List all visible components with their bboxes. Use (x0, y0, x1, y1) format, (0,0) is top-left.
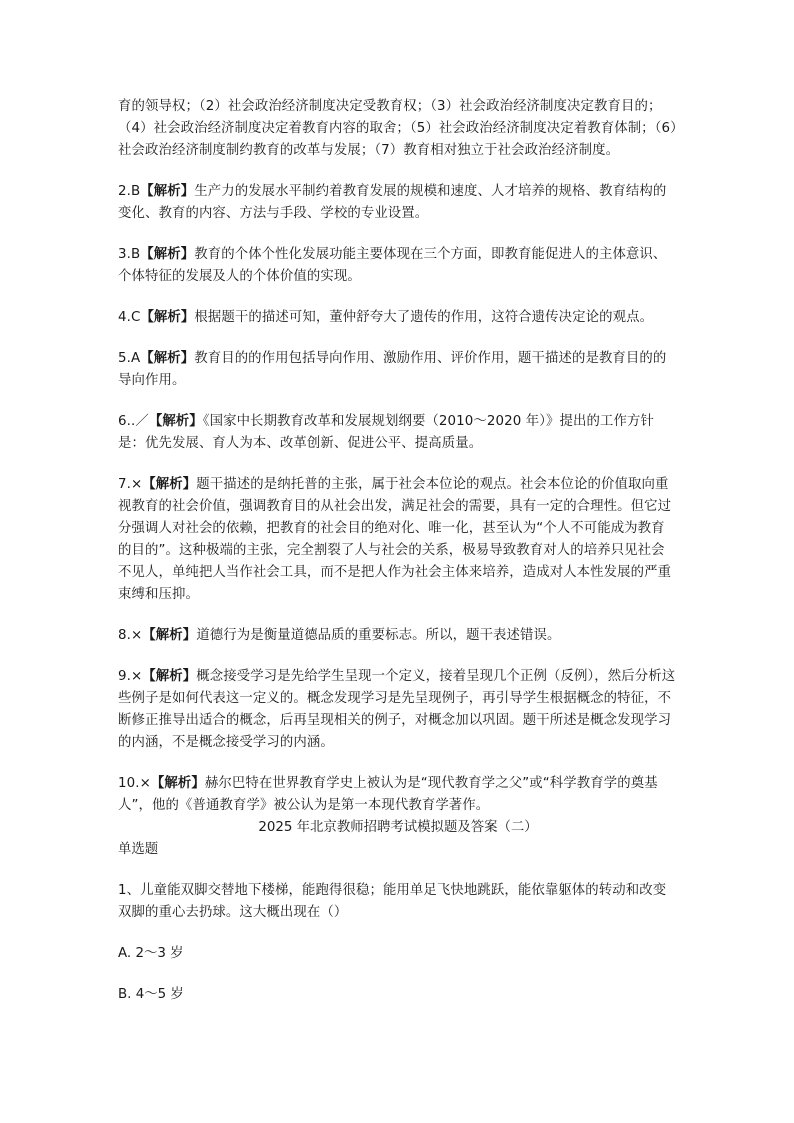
answer-item-8 (118, 625, 678, 647)
answer-item-6 (118, 411, 678, 455)
answer-item-9 (118, 666, 678, 754)
analysis-text: 教育的个体个性化发展功能主要体现在三个方面，即教育能促进人的主体意识、个体特征的发展及人的个体价值的实现。 (118, 247, 667, 284)
analysis-text: 道德行为是衡量道德品质的重要标志。所以，题干表述错误。 (196, 628, 561, 643)
section-label: 单选题 (118, 842, 159, 857)
analysis-tag: 【解析】 (142, 669, 197, 684)
answer-label: 9.× (118, 669, 143, 684)
answer-item-10 (118, 773, 678, 817)
answer-item-4 (118, 307, 678, 329)
intro-text: 育的领导权；（2）社会政治经济制度决定受教育权；（3）社会政治经济制度决定教育目的；（4）社会政治经济制度决定着教育内容的取舍；（5）社会政治经济制度决定着教育体制；（6）社会政治经济制度制约教育的改革与发展；（7）教育相对独立于社会政治经济制度。 (118, 99, 677, 158)
question-1 (118, 880, 678, 924)
analysis-text: 题干描述的是纳托普的主张，属于社会本位论的观点。社会本位论的价值取向重视教育的社会价值，强调教育目的从社会出发，满足社会的需要，具有一定的合理性。但它过分强调人对社会的依赖，把教育的社会目的绝对化、唯一化，甚至认为“个人不可能成为教育的目的”。这种极端的主张，完全割裂了人与社会的关系，极易导致教育对人的培养只见社会不见人，单纯把人当作社会工具，而不是把人作为社会主体来培养，造成对人本性发展的严重束缚和压抑。 (118, 477, 672, 602)
analysis-text: 概念接受学习是先给学生呈现一个定义，接着呈现几个正例（反例），然后分析这些例子是如何代表这一定义的。概念发现学习是先呈现例子，再引导学生根据概念的特征，不断修正推导出适合的概念，后再呈现相关的例子，对概念加以巩固。题干所述是概念发现学习的内涵，不是概念接受学习的内涵。 (118, 669, 676, 750)
exam-title: 2025 年北京教师招聘考试模拟题及答案（二） (258, 820, 538, 835)
answer-item-7 (118, 474, 678, 606)
analysis-tag: 【解析】 (140, 310, 195, 325)
answer-label: 4.C (118, 310, 141, 325)
analysis-tag: 【解析】 (140, 184, 195, 199)
document-page (118, 96, 678, 1025)
option-a: A. 2～3 岁 (118, 946, 184, 961)
analysis-text: 《国家中长期教育改革和发展规划纲要（2010～2020 年）》提出的工作方针是：优先发展、育人为本、改革创新、促进公平、提高质量。 (118, 414, 654, 451)
answer-label: 6..／ (118, 414, 149, 429)
analysis-text: 根据题干的描述可知，董仲舒夸大了遗传的作用，这符合遗传决定论的观点。 (194, 310, 654, 325)
answer-item-3 (118, 244, 678, 288)
analysis-tag: 【解析】 (142, 628, 197, 643)
answer-item-5 (118, 348, 678, 392)
answer-label: 10.× (118, 776, 151, 791)
option-b: B. 4～5 岁 (118, 987, 184, 1002)
analysis-tag: 【解析】 (148, 414, 203, 429)
analysis-text: 生产力的发展水平制约着教育发展的规模和速度、人才培养的规格、教育结构的变化、教育的内容、方法与手段、学校的专业设置。 (118, 184, 667, 221)
answer-label: 8.× (118, 628, 143, 643)
answer-label: 5.A (118, 351, 141, 366)
analysis-tag: 【解析】 (142, 477, 197, 492)
intro-paragraph (118, 96, 678, 162)
answer-item-2 (118, 181, 678, 225)
answer-label: 7.× (118, 477, 143, 492)
answer-label: 3.B (118, 247, 141, 262)
analysis-tag: 【解析】 (140, 351, 195, 366)
question-text: 1、儿童能双脚交替地下楼梯，能跑得很稳；能用单足飞快地跳跃，能依靠躯体的转动和改变双脚的重心去扔球。这大概出现在（） (118, 883, 667, 920)
analysis-text: 教育目的的作用包括导向作用、激励作用、评价作用，题干描述的是教育目的的导向作用。 (118, 351, 667, 388)
analysis-text: 赫尔巴特在世界教育学史上被认为是“现代教育学之父”或“科学教育学的奠基人”，他的《普通教育学》被公认为是第一本现代教育学著作。 (118, 776, 658, 813)
analysis-tag: 【解析】 (150, 776, 205, 791)
answer-label: 2.B (118, 184, 141, 199)
analysis-tag: 【解析】 (140, 247, 195, 262)
